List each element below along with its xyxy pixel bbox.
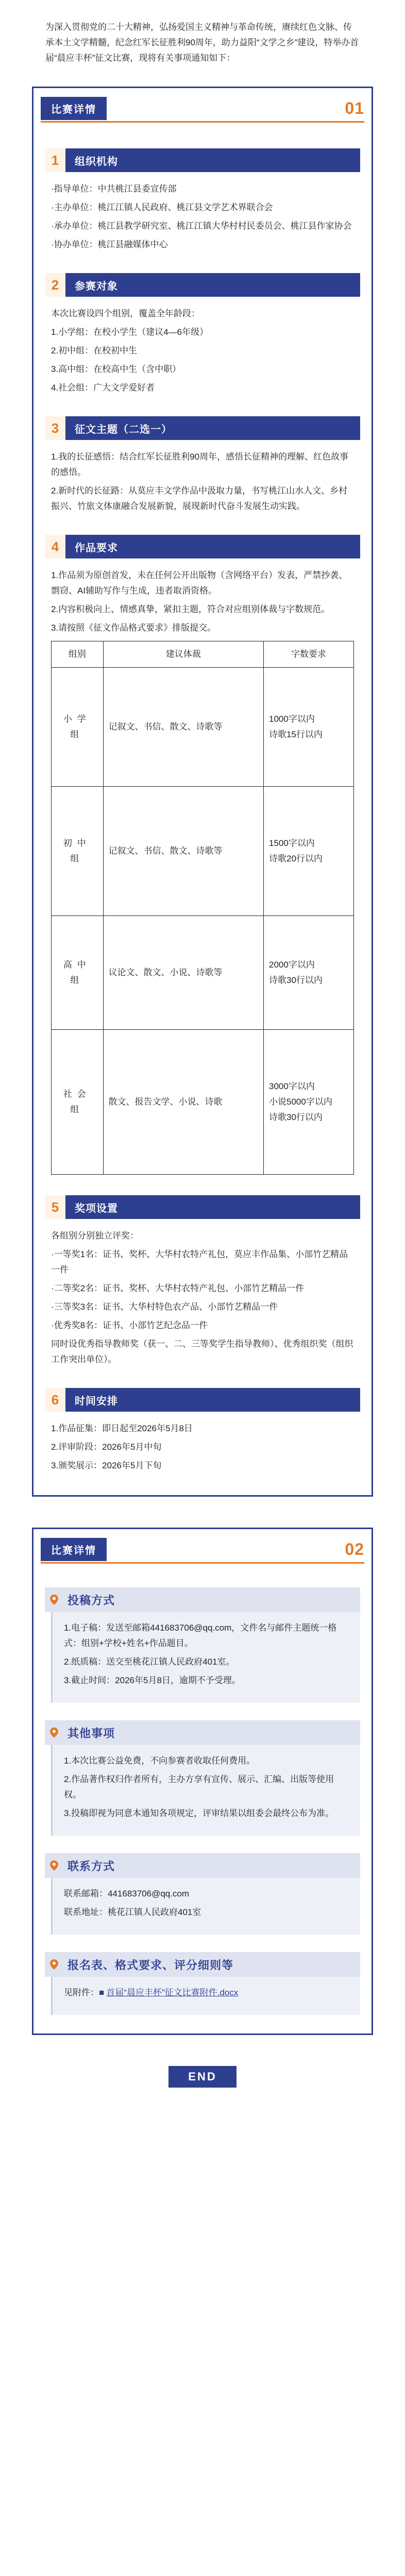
panel-tag: 比赛详情 [41,97,107,120]
table-row [52,787,354,916]
section-line: ·三等奖3名：证书、大华村特色农产品、小部竹艺精品一件 [51,1302,278,1312]
info-block-body [51,1878,360,1935]
table-cell: 记叙文、书信、散文、诗歌等 [103,668,263,787]
section-header [45,148,360,172]
section-line: 本次比赛设四个组别，覆盖全年龄段： [51,309,200,318]
end-badge: END [168,2066,236,2088]
section-number: 2 [45,273,65,297]
section-line: ·一等奖1名：证书、奖杯、大华村农特产礼包，莫应丰作品集、小部竹艺精品一件 [51,1249,348,1275]
section-header [45,535,360,558]
info-line: 1.本次比赛公益免费，不向参赛者收取任何费用。 [64,1756,256,1766]
table-cell: 初中组 [52,787,104,916]
section-line: 各组别分别独立评奖： [51,1231,139,1241]
section-line: 1.作品征集：即日起至2026年5月8日 [51,1423,193,1433]
section-2 [45,273,360,396]
section-header [45,273,360,297]
section-line: 3.颁奖展示：2026年5月下旬 [51,1461,162,1470]
attachment-prefix: 见附件： [64,1988,99,1997]
table-cell: 1500字以内 诗歌20行以内 [264,787,354,916]
section-number: 3 [45,416,65,440]
section-title: 时间安排 [65,1388,360,1412]
section-body [45,306,360,396]
section-line: 3.高中组：在校高中生（含中职） [51,364,181,374]
section-1 [45,148,360,252]
section-line: 3.请按照《征文作品格式要求》排版提交。 [51,623,216,633]
section-body [45,1228,360,1367]
table-cell: 议论文、散文、小说、诗歌等 [103,916,263,1030]
info-block [45,1720,360,1836]
table-cell: 散文、报告文学、小说、诗歌 [103,1030,263,1175]
pin-icon [45,1952,63,1977]
section-6 [45,1388,360,1473]
panel-competition-details-2 [32,1528,373,2035]
info-line: 2.纸质稿：送交至桃花江镇人民政府401室。 [64,1657,235,1667]
info-block [45,1952,360,2015]
section-body [45,449,360,514]
section-line: 2.新时代的长征路：从莫应丰文学作品中汲取力量，书写桃江山水人文、乡村振兴、竹旅文体康融合发展新貌，展现新时代奋斗发展生动实践。 [51,486,348,511]
info-block-header [45,1853,360,1878]
section-line: 1.小学组：在校小学生（建议4—6年级） [51,327,209,337]
table-header-cell: 组别 [52,641,104,668]
table-cell: 小学组 [52,668,104,787]
info-line: 2.作品著作权归作者所有，主办方享有宣传、展示、汇编、出版等使用权。 [64,1774,334,1800]
table-cell: 3000字以内 小说5000字以内 诗歌30行以内 [264,1030,354,1175]
section-header [45,416,360,440]
intro-paragraph: 为深入贯彻党的二十大精神，弘扬爱国主义精神与革命传统，赓续红色文脉、传承本土文学精髓，纪念红军长征胜利90周年，助力益阳“文学之乡”建设，特举办首届“晨应丰杯”征文比赛，现将有关事项通知如下： [45,22,359,63]
document-icon: ■ [99,1988,105,1997]
info-block-header [45,1587,360,1612]
section-line: 2.内容积极向上、情感真挚，紧扣主题，符合对应组别体裁与字数规范。 [51,604,330,614]
table-cell: 记叙文、书信、散文、诗歌等 [103,787,263,916]
panel-body [33,123,372,1495]
info-block-body [51,1745,360,1836]
panel-number: 02 [345,1539,364,1558]
info-line: 1.电子稿：发送至邮箱441683706@qq.com，文件名与邮件主题统一格式：组别+学校+姓名+作品题目。 [64,1623,337,1648]
section-line: ·二等奖2名：证书、奖杯、大华村农特产礼包、小部竹艺精品一件 [51,1283,305,1293]
panel-body [33,1564,372,2033]
section-title: 参赛对象 [65,273,360,297]
info-line: 联系地址：桃花江镇人民政府401室 [64,1907,201,1917]
info-block-title: 报名表、格式要求、评分细则等 [68,1958,234,1972]
info-block-title: 其他事项 [68,1726,115,1740]
section-body [45,568,360,1175]
section-3 [45,416,360,514]
pin-icon [45,1853,63,1878]
info-block-header [45,1720,360,1745]
table-header-row [52,641,354,668]
table-cell: 高中组 [52,916,104,1030]
section-title: 奖项设置 [65,1195,360,1219]
info-block-title: 联系方式 [68,1859,115,1873]
section-line: 1.作品须为原创首发，未在任何公开出版物（含网络平台）发表，严禁抄袭、剽窃、AI辅助写作与生成，违者取消资格。 [51,570,348,596]
table-cell: 2000字以内 诗歌30行以内 [264,916,354,1030]
info-block [45,1587,360,1703]
panel-tag: 比赛详情 [41,1538,107,1561]
section-title: 征文主题（二选一） [65,416,360,440]
section-line: 2.评审阶段：2026年5月中旬 [51,1442,162,1452]
end-footer [0,2035,405,2108]
section-title: 作品要求 [65,535,360,558]
section-number: 5 [45,1195,65,1219]
table-header-cell: 字数要求 [264,641,354,668]
section-5 [45,1195,360,1367]
attachment-line [64,1985,351,2001]
info-block-body [51,1977,360,2015]
requirements-table [51,641,354,1175]
section-line: 4.社会组：广大文学爱好者 [51,383,155,393]
section-line: 1.我的长征感悟：结合红军长征胜利90周年，感悟长征精神的理解、红色故事的感悟。 [51,452,349,477]
section-header [45,1195,360,1219]
table-row [52,916,354,1030]
info-block-body [51,1612,360,1703]
panel-header [41,95,364,121]
info-block-title: 投稿方式 [68,1594,115,1607]
panel-number: 01 [345,98,364,117]
info-line: 3.截止时间：2026年5月8日，逾期不予受理。 [64,1675,241,1685]
section-line: ·主办单位：桃江江镇人民政府、桃江县文学艺术界联合会 [51,202,273,212]
section-line: 2.初中组：在校初中生 [51,346,138,355]
section-body [45,1421,360,1473]
panel-header [41,1536,364,1562]
pin-icon [45,1587,63,1612]
table-cell: 社会组 [52,1030,104,1175]
section-header [45,1388,360,1412]
attachment-link[interactable]: 首届“晨应丰杯”征文比赛附件.docx [106,1988,239,1997]
section-title: 组织机构 [65,148,360,172]
table-row [52,1030,354,1175]
info-line: 联系邮箱：441683706@qq.com [64,1889,190,1899]
panel-competition-details-1 [32,87,373,1497]
pin-icon [45,1720,63,1745]
section-4 [45,535,360,1175]
section-body [45,181,360,252]
section-line: ·优秀奖8名：证书、小部竹艺纪念品一件 [51,1320,208,1330]
table-row [52,668,354,787]
section-number: 4 [45,535,65,558]
table-header-cell: 建议体裁 [103,641,263,668]
section-line: ·协办单位：桃江县融媒体中心 [51,240,168,249]
section-line: ·指导单位：中共桃江县委宣传部 [51,184,177,194]
section-number: 6 [45,1388,65,1412]
info-line: 3.投稿即视为同意本通知各项规定，评审结果以组委会最终公布为准。 [64,1808,334,1818]
info-block [45,1853,360,1935]
section-line: 同时设优秀指导教师奖（获一、二、三等奖学生指导教师）、优秀组织奖（组织工作突出单位）。 [51,1339,353,1364]
info-block-header [45,1952,360,1977]
section-number: 1 [45,148,65,172]
section-line: ·承办单位：桃江县教学研究室、桃江江镇大华村村民委员会、桃江县作家协会 [51,221,352,231]
table-cell: 1000字以内 诗歌15行以内 [264,668,354,787]
